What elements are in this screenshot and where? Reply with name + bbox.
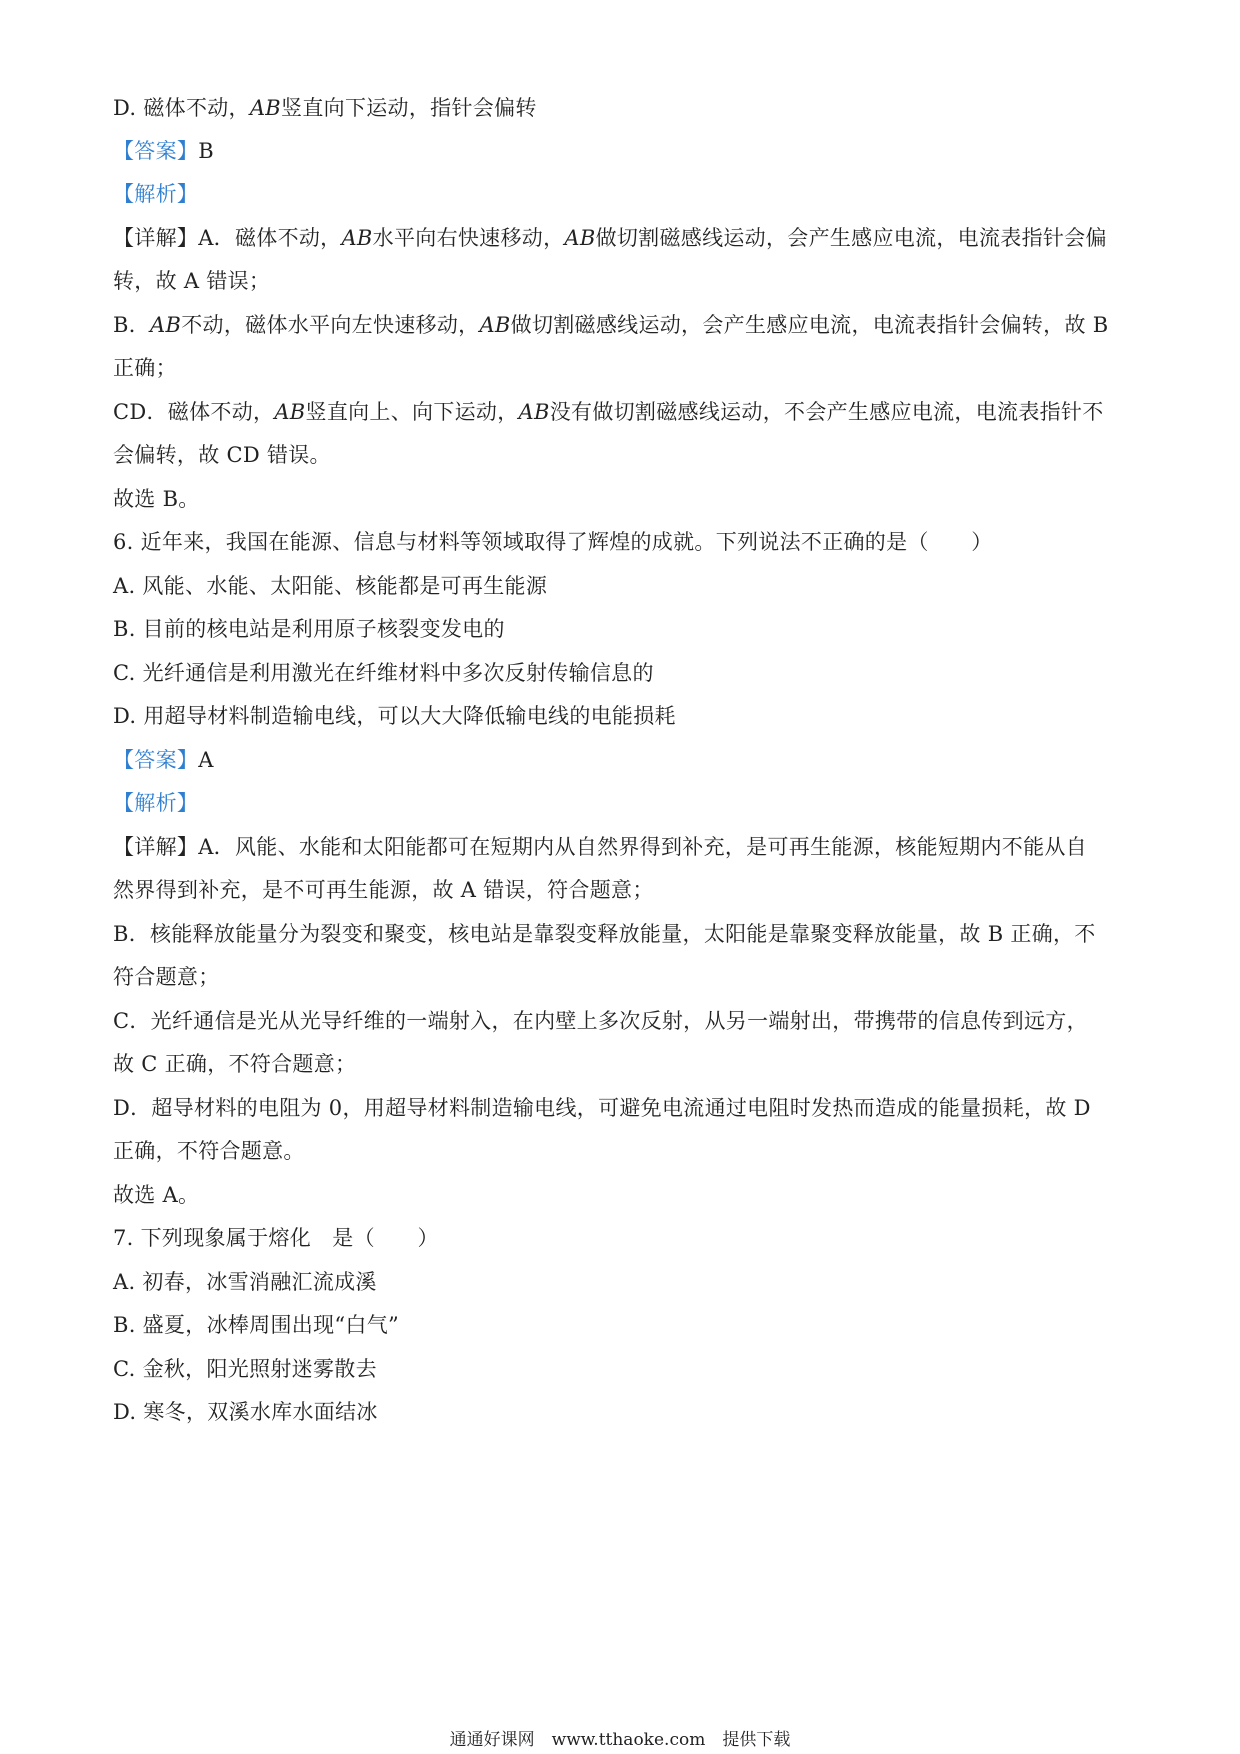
answer-tag: 【答案】 (113, 139, 199, 163)
detail-tag: 【详解】 (113, 835, 199, 859)
q5-detail-line-2: 转，故 A 错误； (113, 269, 271, 293)
q5-detail-line-3: B．AB不动，磁体水平向左快速移动，AB做切割磁感线运动，会产生感应电流，电流表指针会偏转，故 B (113, 313, 1109, 337)
q6-detail-line-1: 【详解】A．风能、水能和太阳能都可在短期内从自然界得到补充，是可再生能源，核能短期内不能从自 (113, 835, 1087, 859)
q7-option-c: C. 金秋，阳光照射迷雾散去 (113, 1357, 377, 1381)
q5-analysis-tag: 【解析】 (113, 182, 199, 206)
q6-detail-line-6: 故 C 正确，不符合题意； (113, 1052, 357, 1076)
q6-detail-line-3: B．核能释放能量分为裂变和聚变，核电站是靠裂变释放能量，太阳能是靠聚变释放能量，故 B 正确，不 (113, 922, 1096, 946)
q6-option-d: D. 用超导材料制造输电线，可以大大降低输电线的电能损耗 (113, 704, 676, 728)
q7-option-d: D. 寒冬，双溪水库水面结冰 (113, 1400, 378, 1424)
q7-option-b: B. 盛夏，冰棒周围出现“白气” (113, 1313, 400, 1337)
q6-stem: 6. 近年来，我国在能源、信息与材料等领域取得了辉煌的成就。下列说法不正确的是（ ） (113, 530, 993, 554)
q5-answer: 【答案】B (113, 139, 214, 163)
q6-conclusion: 故选 A。 (113, 1183, 200, 1207)
q6-answer: 【答案】A (113, 748, 214, 772)
page-footer: 通通好课网 www.tthaoke.com 提供下载 (449, 1730, 791, 1750)
q6-detail-line-2: 然界得到补充，是不可再生能源，故 A 错误，符合题意； (113, 878, 654, 902)
q7-stem: 7. 下列现象属于熔化 是（ ） (113, 1226, 439, 1250)
q5-detail-line-6: 会偏转，故 CD 错误。 (113, 443, 331, 467)
q5-detail-line-1: 【详解】A．磁体不动，AB水平向右快速移动，AB做切割磁感线运动，会产生感应电流，电流表指针会偏 (113, 226, 1107, 250)
answer-tag: 【答案】 (113, 748, 199, 772)
q5-detail-line-5: CD．磁体不动，AB竖直向上、向下运动，AB没有做切割磁感线运动，不会产生感应电流，电流表指针不 (113, 400, 1104, 424)
q6-detail-line-8: 正确，不符合题意。 (113, 1139, 305, 1163)
q5-conclusion: 故选 B。 (113, 487, 200, 511)
q6-detail-line-5: C．光纤通信是光从光导纤维的一端射入，在内壁上多次反射，从另一端射出，带携带的信息传到远方， (113, 1009, 1088, 1033)
q7-option-a: A. 初春，冰雪消融汇流成溪 (113, 1270, 377, 1294)
detail-tag: 【详解】 (113, 226, 199, 250)
q6-option-b: B. 目前的核电站是利用原子核裂变发电的 (113, 617, 505, 641)
q5-detail-line-4: 正确； (113, 356, 177, 380)
q6-analysis-tag: 【解析】 (113, 791, 199, 815)
q6-detail-line-7: D．超导材料的电阻为 0，用超导材料制造输电线，可避免电流通过电阻时发热而造成的能量损耗，故 D (113, 1096, 1091, 1120)
q6-option-c: C. 光纤通信是利用激光在纤维材料中多次反射传输信息的 (113, 661, 654, 685)
q6-option-a: A. 风能、水能、太阳能、核能都是可再生能源 (113, 574, 548, 598)
q6-detail-line-4: 符合题意； (113, 965, 220, 989)
q5-option-d: D. 磁体不动，AB竖直向下运动，指针会偏转 (113, 96, 537, 120)
